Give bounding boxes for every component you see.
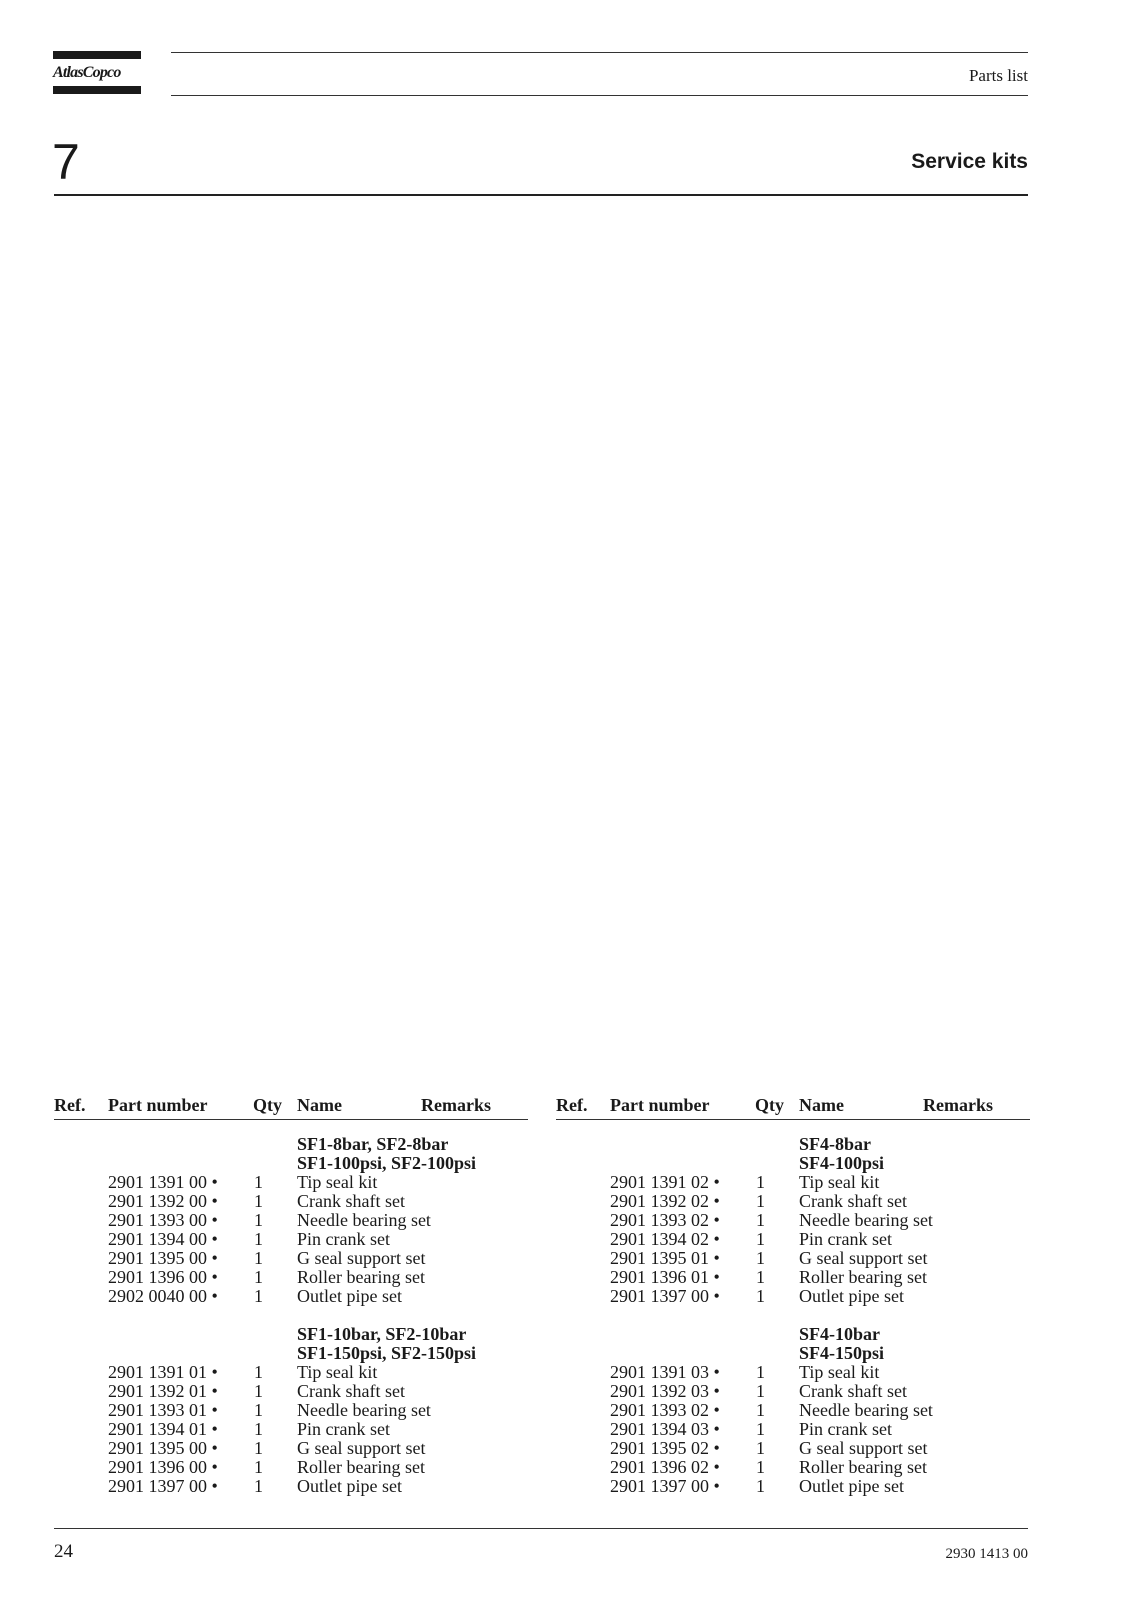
qty: 1 — [254, 1210, 263, 1230]
part-number: 2901 1396 02 • — [610, 1457, 720, 1477]
part-number: 2901 1396 00 • — [108, 1457, 218, 1477]
part-name: G seal support set — [297, 1248, 426, 1268]
part-name: Outlet pipe set — [799, 1476, 904, 1496]
part-name: Roller bearing set — [297, 1457, 425, 1477]
part-number: 2901 1391 01 • — [108, 1362, 218, 1382]
part-number: 2901 1394 01 • — [108, 1419, 218, 1439]
table-row — [556, 1401, 1030, 1420]
page-number: 24 — [54, 1541, 73, 1562]
kit-group — [54, 1135, 528, 1306]
part-name: Crank shaft set — [799, 1381, 907, 1401]
kit-title: SF1-8bar, SF2-8bar — [297, 1134, 449, 1154]
part-name: Pin crank set — [297, 1419, 390, 1439]
part-name: Roller bearing set — [799, 1457, 927, 1477]
table-row — [556, 1173, 1030, 1192]
part-name: Roller bearing set — [799, 1267, 927, 1287]
part-number: 2901 1391 03 • — [610, 1362, 720, 1382]
qty: 1 — [254, 1457, 263, 1477]
qty: 1 — [756, 1400, 765, 1420]
part-number: 2901 1395 02 • — [610, 1438, 720, 1458]
header-ref: Ref. — [54, 1095, 86, 1115]
part-name: Pin crank set — [297, 1229, 390, 1249]
kit-group — [54, 1325, 528, 1496]
logo-top-bar — [53, 51, 141, 59]
header-part-number: Part number — [610, 1095, 710, 1115]
kit-group — [556, 1135, 1030, 1306]
part-name: G seal support set — [799, 1248, 928, 1268]
part-name: Pin crank set — [799, 1419, 892, 1439]
qty: 1 — [756, 1438, 765, 1458]
part-name: Needle bearing set — [297, 1400, 431, 1420]
header-name: Name — [799, 1095, 844, 1115]
qty: 1 — [254, 1267, 263, 1287]
part-name: Crank shaft set — [297, 1191, 405, 1211]
part-number: 2901 1396 01 • — [610, 1267, 720, 1287]
part-name: Roller bearing set — [297, 1267, 425, 1287]
kit-title: SF4-100psi — [799, 1153, 885, 1173]
part-name: Outlet pipe set — [799, 1286, 904, 1306]
part-number: 2901 1396 00 • — [108, 1267, 218, 1287]
part-name: Tip seal kit — [799, 1172, 880, 1192]
chapter-rule — [54, 194, 1028, 196]
qty: 1 — [254, 1381, 263, 1401]
part-name: Outlet pipe set — [297, 1286, 402, 1306]
part-number: 2901 1397 00 • — [610, 1476, 720, 1496]
table-row — [54, 1363, 528, 1382]
header-part-number: Part number — [108, 1095, 208, 1115]
table-row — [556, 1249, 1030, 1268]
table-row — [54, 1439, 528, 1458]
qty: 1 — [756, 1229, 765, 1249]
qty: 1 — [254, 1286, 263, 1306]
chapter-number: 7 — [52, 134, 80, 190]
kit-title: SF1-10bar, SF2-10bar — [297, 1324, 467, 1344]
chapter-title: Service kits — [911, 150, 1028, 173]
part-number: 2901 1393 00 • — [108, 1210, 218, 1230]
part-number: 2901 1394 02 • — [610, 1229, 720, 1249]
kit-title: SF4-10bar — [799, 1324, 880, 1344]
kit-group — [556, 1325, 1030, 1496]
qty: 1 — [254, 1400, 263, 1420]
kit-groups — [556, 1120, 1030, 1496]
atlas-copco-logo — [53, 51, 141, 94]
qty: 1 — [254, 1191, 263, 1211]
qty: 1 — [254, 1229, 263, 1249]
kit-title: SF4-8bar — [799, 1134, 871, 1154]
table-row — [54, 1401, 528, 1420]
header-rule-top — [171, 52, 1028, 53]
part-name: G seal support set — [799, 1438, 928, 1458]
part-number: 2901 1395 01 • — [610, 1248, 720, 1268]
table-row — [54, 1173, 528, 1192]
part-name: Pin crank set — [799, 1229, 892, 1249]
part-name: Crank shaft set — [297, 1381, 405, 1401]
qty: 1 — [756, 1210, 765, 1230]
table-row — [556, 1230, 1030, 1249]
qty: 1 — [756, 1419, 765, 1439]
table-row — [54, 1287, 528, 1306]
table-row — [556, 1477, 1030, 1496]
table-row — [556, 1268, 1030, 1287]
header-remarks: Remarks — [923, 1095, 993, 1115]
kit-groups — [54, 1120, 528, 1496]
document-number: 2930 1413 00 — [945, 1546, 1028, 1562]
table-row — [54, 1420, 528, 1439]
parts-table-left — [54, 1093, 528, 1496]
part-number: 2901 1393 02 • — [610, 1400, 720, 1420]
qty: 1 — [756, 1191, 765, 1211]
table-row — [556, 1439, 1030, 1458]
table-row — [556, 1420, 1030, 1439]
qty: 1 — [756, 1362, 765, 1382]
header-remarks: Remarks — [421, 1095, 491, 1115]
table-row — [54, 1477, 528, 1496]
table-header — [54, 1093, 528, 1120]
table-row — [556, 1287, 1030, 1306]
table-row — [556, 1192, 1030, 1211]
qty: 1 — [254, 1172, 263, 1192]
header-qty: Qty — [755, 1095, 784, 1115]
part-number: 2901 1392 03 • — [610, 1381, 720, 1401]
part-name: Needle bearing set — [297, 1210, 431, 1230]
qty: 1 — [254, 1476, 263, 1496]
header-ref: Ref. — [556, 1095, 588, 1115]
part-name: Tip seal kit — [297, 1172, 378, 1192]
table-row — [54, 1192, 528, 1211]
part-number: 2901 1394 03 • — [610, 1419, 720, 1439]
footer-rule — [54, 1528, 1028, 1529]
part-name: Tip seal kit — [799, 1362, 880, 1382]
table-row — [54, 1268, 528, 1287]
part-number: 2901 1392 00 • — [108, 1191, 218, 1211]
header-label: Parts list — [968, 66, 1028, 85]
qty: 1 — [756, 1248, 765, 1268]
qty: 1 — [756, 1476, 765, 1496]
logo-wordmark: AtlasCopco — [53, 64, 121, 81]
part-number: 2901 1392 01 • — [108, 1381, 218, 1401]
header-rule-bottom — [171, 95, 1028, 96]
qty: 1 — [254, 1438, 263, 1458]
qty: 1 — [254, 1248, 263, 1268]
part-number: 2901 1395 00 • — [108, 1248, 218, 1268]
kit-title: SF1-100psi, SF2-100psi — [297, 1153, 477, 1173]
header-name: Name — [297, 1095, 342, 1115]
logo-bottom-bar — [53, 86, 141, 94]
qty: 1 — [756, 1286, 765, 1306]
part-name: Needle bearing set — [799, 1400, 933, 1420]
part-number: 2901 1391 02 • — [610, 1172, 720, 1192]
part-number: 2902 0040 00 • — [108, 1286, 218, 1306]
part-number: 2901 1395 00 • — [108, 1438, 218, 1458]
part-number: 2901 1393 01 • — [108, 1400, 218, 1420]
parts-table-right — [556, 1093, 1030, 1496]
kit-title: SF1-150psi, SF2-150psi — [297, 1343, 477, 1363]
table-row — [54, 1382, 528, 1401]
part-name: Tip seal kit — [297, 1362, 378, 1382]
table-row — [556, 1211, 1030, 1230]
qty: 1 — [756, 1267, 765, 1287]
part-name: Outlet pipe set — [297, 1476, 402, 1496]
table-row — [556, 1458, 1030, 1477]
part-number: 2901 1393 02 • — [610, 1210, 720, 1230]
part-number: 2901 1397 00 • — [108, 1476, 218, 1496]
table-header — [556, 1093, 1030, 1120]
part-name: Needle bearing set — [799, 1210, 933, 1230]
table-row — [54, 1458, 528, 1477]
part-name: G seal support set — [297, 1438, 426, 1458]
part-name: Crank shaft set — [799, 1191, 907, 1211]
table-row — [54, 1211, 528, 1230]
header-qty: Qty — [253, 1095, 282, 1115]
table-row — [54, 1230, 528, 1249]
qty: 1 — [254, 1362, 263, 1382]
qty: 1 — [254, 1419, 263, 1439]
qty: 1 — [756, 1172, 765, 1192]
qty: 1 — [756, 1381, 765, 1401]
table-row — [54, 1249, 528, 1268]
kit-title: SF4-150psi — [799, 1343, 885, 1363]
part-number: 2901 1391 00 • — [108, 1172, 218, 1192]
table-row — [556, 1363, 1030, 1382]
part-number: 2901 1394 00 • — [108, 1229, 218, 1249]
table-row — [556, 1382, 1030, 1401]
part-number: 2901 1392 02 • — [610, 1191, 720, 1211]
part-number: 2901 1397 00 • — [610, 1286, 720, 1306]
qty: 1 — [756, 1457, 765, 1477]
